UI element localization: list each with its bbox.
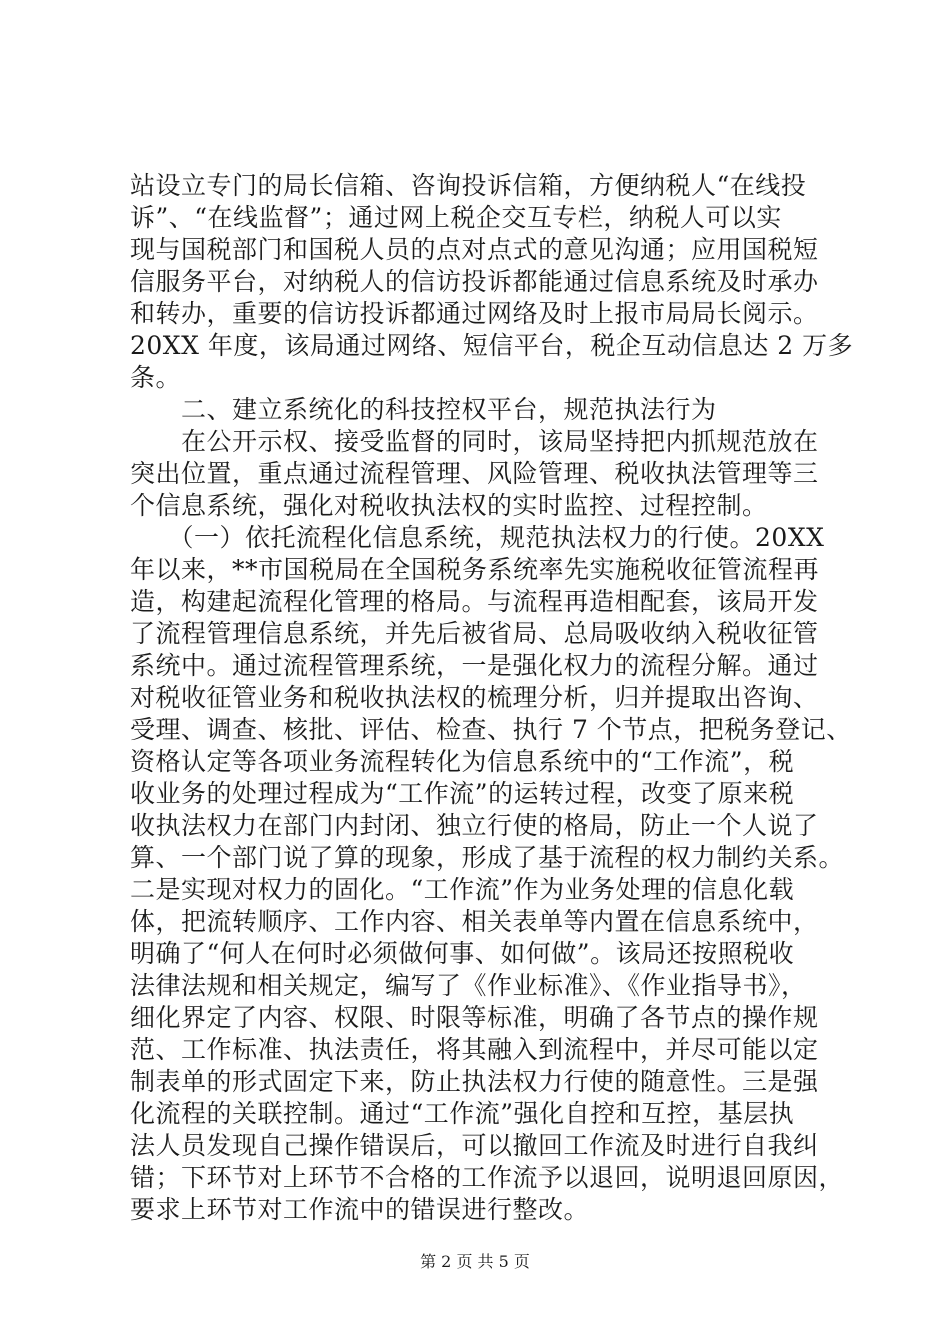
text-line: 体，把流转顺序、工作内容、相关表单等内置在信息系统中， xyxy=(130,907,819,936)
text-line: 造，构建起流程化管理的格局。与流程再造相配套，该局开发 xyxy=(130,587,819,616)
subsection-heading: （一）依托流程化信息系统，规范执法权力的行使。20XX xyxy=(130,523,825,552)
text-line: 个信息系统，强化对税收执法权的实时监控、过程控制。 xyxy=(130,491,768,520)
text-line: 收业务的处理过程成为“工作流”的运转过程，改变了原来税 xyxy=(130,779,795,808)
text-line: 条。 xyxy=(130,363,182,392)
text-line: 受理、调查、核批、评估、检查、执行 7 个节点，把税务登记、 xyxy=(130,715,852,744)
text-line: 细化界定了内容、权限、时限等标准，明确了各节点的操作规 xyxy=(130,1003,819,1032)
text-line: 和转办，重要的信访投诉都通过网络及时上报市局局长阅示。 xyxy=(130,299,819,328)
text-line: 错；下环节对上环节不合格的工作流予以退回，说明退回原因， xyxy=(130,1163,845,1192)
text-line: 了流程管理信息系统，并先后被省局、总局吸收纳入税收征管 xyxy=(130,619,819,648)
text-line: 年以来，**市国税局在全国税务系统率先实施税收征管流程再 xyxy=(130,555,820,584)
text-line: 明确了“何人在何时必须做何事、如何做”。该局还按照税收 xyxy=(130,939,795,968)
text-line: 系统中。通过流程管理系统，一是强化权力的流程分解。通过 xyxy=(130,651,819,680)
text-line: 收执法权力在部门内封闭、独立行使的格局，防止一个人说了 xyxy=(130,811,819,840)
text-line: 资格认定等各项业务流程转化为信息系统中的“工作流”，税 xyxy=(130,747,795,776)
text-line: 突出位置，重点通过流程管理、风险管理、税收执法管理等三 xyxy=(130,459,819,488)
text-line: 范、工作标准、执法责任，将其融入到流程中，并尽可能以定 xyxy=(130,1035,819,1064)
text-line: 站设立专门的局长信箱、咨询投诉信箱，方便纳税人“在线投 xyxy=(130,171,807,200)
text-line: 制表单的形式固定下来，防止执法权力行使的随意性。三是强 xyxy=(130,1067,819,1096)
text-line: 对税收征管业务和税收执法权的梳理分析，归并提取出咨询、 xyxy=(130,683,819,712)
text-line: 算、一个部门说了算的现象，形成了基于流程的权力制约关系。 xyxy=(130,843,845,872)
page-number-footer: 第 2 页 共 5 页 xyxy=(420,1252,530,1271)
text-line: 现与国税部门和国税人员的点对点式的意见沟通；应用国税短 xyxy=(130,235,819,264)
text-line: 信服务平台，对纳税人的信访投诉都能通过信息系统及时承办 xyxy=(130,267,819,296)
text-line: 诉”、“在线监督”；通过网上税企交互专栏，纳税人可以实 xyxy=(130,203,782,232)
text-line: 20XX 年度，该局通过网络、短信平台，税企互动信息达 2 万多 xyxy=(130,331,854,360)
text-line: 法律法规和相关规定，编写了《作业标准》、《作业指导书》， xyxy=(130,971,807,1000)
text-line: 法人员发现自己操作错误后，可以撤回工作流及时进行自我纠 xyxy=(130,1131,819,1160)
section-heading: 二、建立系统化的科技控权平台，规范执法行为 xyxy=(130,395,717,424)
text-line: 在公开示权、接受监督的同时，该局坚持把内抓规范放在 xyxy=(130,427,819,456)
text-line: 要求上环节对工作流中的错误进行整改。 xyxy=(130,1195,590,1224)
text-line: 化流程的关联控制。通过“工作流”强化自控和互控，基层执 xyxy=(130,1099,795,1128)
text-line: 二是实现对权力的固化。“工作流”作为业务处理的信息化载 xyxy=(130,875,795,904)
body-text xyxy=(130,170,854,1226)
